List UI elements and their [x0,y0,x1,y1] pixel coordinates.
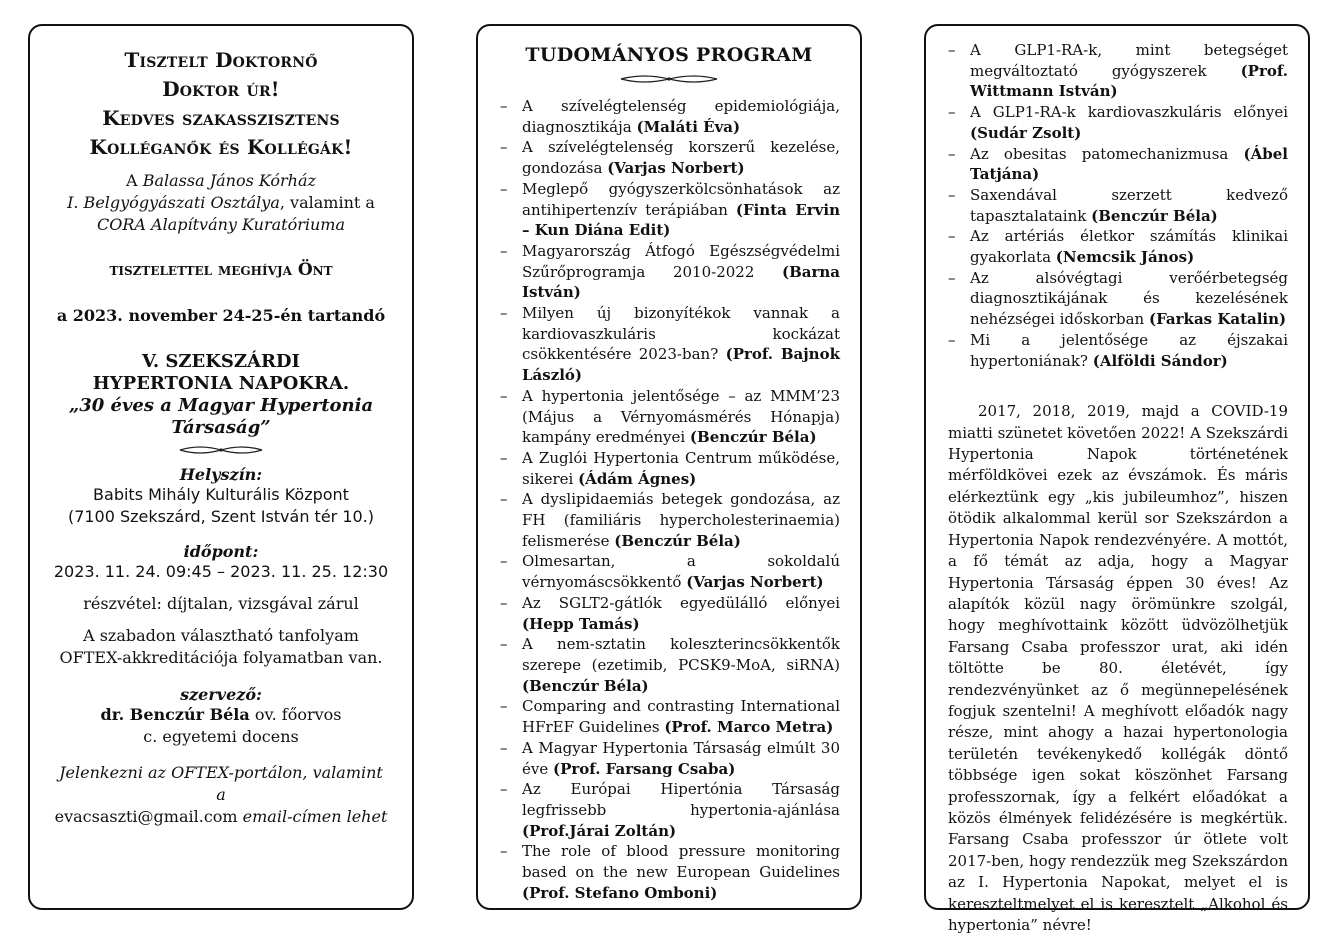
program-speaker: (Varjas Norbert) [607,159,745,178]
program-list-continued [926,40,1308,371]
invitation-panel [28,24,414,910]
intro-comma: , valamint a [279,193,375,212]
organizer [52,704,390,726]
list-dash: – [500,386,508,405]
list-dash: – [500,179,508,198]
program-topic: The role of blood pressure monitoring based on the new European Guidelines [522,842,840,882]
program-topic: Meglepő gyógyszerkölcsönhatások az antihipertenzív terápiában [522,179,840,219]
history-panel [924,24,1310,934]
list-dash: – [948,144,956,163]
program-speaker: (Prof. Farsang Csaba) [553,759,736,778]
list-dash: – [500,593,508,612]
time-value: 2023. 11. 24. 09:45 – 2023. 11. 25. 12:30 [53,562,389,581]
event-title [52,351,390,395]
program-topic: Mi a jelentősége az éjszakai hypertoniának? [970,330,1288,370]
organizer-label: szervező: [180,685,262,704]
list-dash: – [500,697,508,716]
program-item [948,268,1288,330]
registration-text: Jelenkezni az OFTEX-portálon, valamint a [59,763,383,804]
program-item [948,226,1288,267]
event-title-line: HYPERTONIA NAPOKRA. [92,373,350,394]
registration-email: evacsaszti@gmail.com [54,807,238,826]
program-topic: A Magyar Hypertonia Társaság elmúlt 30 éve [522,738,840,778]
foundation-name: CORA Alapítvány Kuratóriuma [97,215,345,234]
list-dash: – [500,97,508,115]
greeting-line: Kolléganők és Kollégák! [89,135,353,159]
program-list [478,96,860,903]
program-item [500,448,840,489]
intro-text: A [126,171,143,190]
event-subtitle: „30 éves a Magyar Hypertonia Társaság” [68,395,374,438]
program-topic: Az Európai Hipertónia Társaság legfrissebb hypertonia-ajánlása [522,780,840,819]
venue-label: Helyszín: [179,465,263,484]
program-topic: A nem-sztatin koleszterincsökkentők szerepe (ezetimib, PCSK9-MoA, siRNA) [522,635,840,674]
program-speaker: (Finta Ervin – Kun Diána Edit) [522,200,840,240]
program-item [500,179,840,241]
program-speaker: (Benczúr Béla) [522,676,649,695]
program-speaker: (Sudár Zsolt) [970,123,1082,142]
program-topic: A Zuglói Hypertonia Centrum működése, sikerei [522,448,840,488]
program-topic: A szívelégtelenség korszerű kezelése, gondozása [522,138,840,178]
program-topic: Milyen új bizonyítékok vannak a kardiovaszkuláris kockázat csökkentésére 2023-ban? [522,304,840,364]
program-speaker: (Benczúr Béla) [689,428,817,447]
program-speaker: (Hepp Tamás) [522,614,640,633]
list-dash: – [500,780,508,799]
time-label: időpont: [183,542,259,561]
program-panel [476,24,862,910]
list-dash: – [500,552,508,571]
program-topic: Az alsóvégtagi verőérbetegség diagnosztikájának és kezelésének nehézségei időskorban [970,268,1288,329]
list-dash: – [948,41,956,59]
program-topic: Az obesitas patomechanizmusa [970,144,1244,163]
program-item [948,185,1288,226]
registration-info [52,762,390,828]
program-topic: A GLP1-RA-k, mint betegséget megváltoztató gyógyszerek [970,41,1288,80]
program-item [500,551,840,592]
invites-line: tisztelettel meghívja Önt [109,260,333,280]
list-dash: – [948,330,956,349]
program-item [500,241,840,303]
program-item [500,137,840,178]
history-paragraph: 2017, 2018, 2019, majd a COVID-19 miatti szünetet követően 2022! A Szekszárdi Hypertonia Napok történetének mérföldkövei ezek az évszámok. És máris elérkeztünk egy „kis jubileumhoz”, hiszen ötödik alkalommal kerül sor Szekszárdon a Hypertonia Napok rendezvényére. A mottót, a fő témát az adja, hogy a Magyar Hypertonia Társaság éppen 30 éves! Az alapítók közül nagy örömünkre szolgál, hogy meghívottaink között üdvözölhetjük Farsang Csaba professzor urat, aki idén töltötte be 80. életévét, így rendezvényünket az ő megünnepelésének fogjuk szentelni! A meghívott előadók nagy része, mint ahogy a hazai hypertonologia területén tevékenykedő kollégák döntő többsége igen sokat köszönhet Farsang professzornak, így a felkért előadókat a közös élmények felidézésére is megkértük. Farsang Csaba professzor úr ötlete volt 2017-ben, hogy rendezzük meg Szekszárdon az I. Hypertonia Napokat, melyet el is kereszteltmelyet el is keresztelt „Alkohol és hypertonia” névre! [948,402,1288,934]
program-item [500,96,840,137]
list-dash: – [500,635,508,654]
accreditation-info: A szabadon választható tanfolyam OFTEX-akkreditációja folyamatban van. [59,626,383,667]
program-topic: Magyarország Átfogó Egészségvédelmi Szűrőprogramja 2010-2022 [522,241,840,281]
list-dash: – [500,490,508,509]
participation-info: részvétel: díjtalan, vizsgával zárul [83,594,359,613]
host-intro [52,170,390,236]
program-item [948,102,1288,143]
list-dash: – [500,138,508,157]
organizer-title: ov. főorvos [249,705,342,724]
ornament-divider [178,443,264,457]
program-topic: Saxendával szerzett kedvező tapasztalataink [970,185,1288,225]
list-dash: – [948,268,956,287]
department-name: I. Belgyógyászati Osztálya [67,193,280,212]
program-speaker: (Maláti Éva) [636,117,741,136]
ornament-divider [619,72,719,86]
program-speaker: (Ádám Ágnes) [578,469,697,488]
program-speaker: (Benczúr Béla) [614,531,741,550]
program-item [948,40,1288,102]
list-dash: – [948,185,956,204]
program-speaker: (Barna István) [522,262,840,302]
list-dash: – [500,842,508,861]
program-item [500,386,840,448]
program-item [500,593,840,634]
program-speaker: (Varjas Norbert) [686,573,824,592]
greeting-line: Doktor úr! [162,77,280,101]
program-topic: Az artériás életkor számítás klinikai gyakorlata [970,227,1288,267]
program-speaker: (Prof. Marco Metra) [664,718,834,737]
hospital-name: Balassa János Kórház [142,171,316,190]
program-topic: A hypertonia jelentősége – az MMM’23 (Május a Vérnyomásmérés Hónapja) kampány eredményei [522,386,840,447]
greeting-line: Kedves szakasszisztens [102,106,340,130]
event-date: a 2023. november 24-25-én tartandó [56,306,386,325]
event-title-line: V. SZEKSZÁRDI [142,351,300,372]
program-speaker: (Farkas Katalin) [1149,310,1287,329]
organizer-name: dr. Benczúr Béla [100,705,250,724]
program-speaker: (Benczúr Béla) [1091,206,1218,225]
program-topic: A szívelégtelenség epidemiológiája, diagnosztikája [522,97,840,136]
program-speaker: (Prof.Járai Zoltán) [522,821,677,840]
program-item [500,634,840,696]
program-speaker: (Prof. Wittmann István) [970,61,1288,101]
program-speaker: (Ábel Tatjána) [970,144,1288,184]
program-item [500,779,840,841]
registration-suffix: email-címen lehet [237,807,388,826]
venue-address: (7100 Szekszárd, Szent István tér 10.) [67,507,375,526]
greeting-block [52,46,390,162]
program-speaker: (Nemcsik János) [1055,248,1195,267]
organizer-title-2: c. egyetemi docens [143,727,299,746]
venue-name: Babits Mihály Kulturális Központ [93,485,349,504]
program-item [500,738,840,779]
greeting-line: Tisztelt Doktornő [124,48,318,72]
program-speaker: (Prof. Bajnok László) [522,345,840,385]
program-topic: Comparing and contrasting International HFrEF Guidelines [522,697,840,737]
program-item [948,330,1288,371]
program-title: TUDOMÁNYOS PROGRAM [525,44,813,66]
list-dash: – [948,103,956,122]
program-speaker: (Prof. Stefano Omboni) [522,883,718,902]
program-topic: Olmesartan, a sokoldalú vérnyomáscsökkentő [522,552,840,592]
list-dash: – [948,227,956,246]
list-dash: – [500,304,508,323]
program-topic: Az SGLT2-gátlók egyedülálló előnyei [522,593,840,612]
list-dash: – [500,738,508,757]
program-item [500,696,840,737]
program-topic: A dyslipidaemiás betegek gondozása, az FH (familiáris hypercholesterinaemia) felismerése [522,490,840,550]
program-item [948,144,1288,185]
program-topic: A GLP1-RA-k kardiovaszkuláris előnyei [970,103,1288,122]
program-item [500,841,840,903]
program-item [500,489,840,551]
list-dash: – [500,241,508,260]
program-speaker: (Alföldi Sándor) [1092,351,1228,370]
list-dash: – [500,448,508,467]
program-item [500,303,840,386]
